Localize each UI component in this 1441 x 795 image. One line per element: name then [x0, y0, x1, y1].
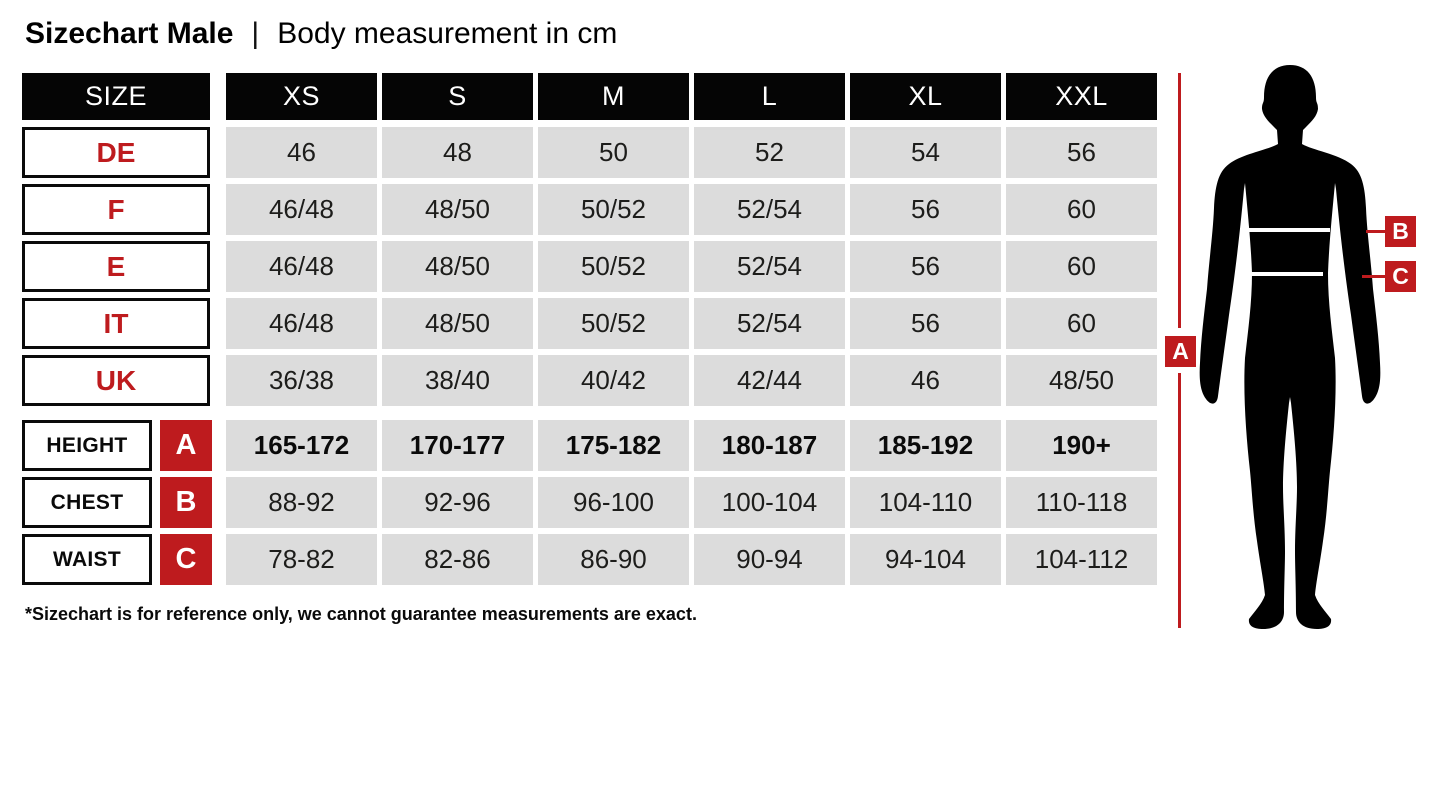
table-header-row	[22, 73, 1157, 120]
table-cell: 94-104	[850, 534, 1001, 585]
table-cell: 46/48	[226, 184, 377, 235]
marker-badge-c: C	[160, 534, 212, 585]
header-col-xxl: XXL	[1006, 73, 1157, 120]
table-row-waist	[22, 534, 1157, 585]
table-cell: 90-94	[694, 534, 845, 585]
table-cell: 110-118	[1006, 477, 1157, 528]
table-cell: 165-172	[226, 420, 377, 471]
table-cell: 185-192	[850, 420, 1001, 471]
row-label-e: E	[22, 241, 210, 292]
table-cell: 52	[694, 127, 845, 178]
waist-measure-line	[1245, 272, 1323, 276]
table-cell: 170-177	[382, 420, 533, 471]
table-cell: 52/54	[694, 184, 845, 235]
table-cell: 56	[850, 298, 1001, 349]
table-cell: 52/54	[694, 298, 845, 349]
figure-badge-c: C	[1385, 261, 1416, 292]
table-cell: 180-187	[694, 420, 845, 471]
table-cell: 48/50	[382, 184, 533, 235]
table-cell: 46	[850, 355, 1001, 406]
table-cell: 38/40	[382, 355, 533, 406]
table-cell: 56	[1006, 127, 1157, 178]
header-col-xs: XS	[226, 73, 377, 120]
figure-badge-a: A	[1165, 336, 1196, 367]
table-cell: 56	[850, 184, 1001, 235]
title-main: Sizechart Male	[25, 17, 234, 50]
table-cell: 48/50	[382, 298, 533, 349]
marker-badge-a: A	[160, 420, 212, 471]
table-cell: 48/50	[1006, 355, 1157, 406]
row-label-de: DE	[22, 127, 210, 178]
table-row-it	[22, 298, 1157, 349]
table-cell: 40/42	[538, 355, 689, 406]
table-cell: 60	[1006, 298, 1157, 349]
male-body-silhouette	[1190, 63, 1390, 633]
disclaimer-footnote: *Sizechart is for reference only, we cannot guarantee measurements are exact.	[25, 604, 697, 624]
table-cell: 96-100	[538, 477, 689, 528]
table-cell: 190+	[1006, 420, 1157, 471]
table-cell: 36/38	[226, 355, 377, 406]
table-cell: 92-96	[382, 477, 533, 528]
chest-measure-line	[1240, 228, 1330, 232]
marker-badge-b: B	[160, 477, 212, 528]
header-col-m: M	[538, 73, 689, 120]
table-cell: 78-82	[226, 534, 377, 585]
page-title	[25, 17, 617, 51]
row-label-f: F	[22, 184, 210, 235]
table-cell: 50/52	[538, 184, 689, 235]
title-separator: |	[251, 17, 260, 50]
table-cell: 42/44	[694, 355, 845, 406]
table-cell: 104-112	[1006, 534, 1157, 585]
height-marker-line-top	[1178, 73, 1181, 328]
table-cell: 46	[226, 127, 377, 178]
waist-marker-line	[1362, 275, 1385, 278]
table-cell: 50/52	[538, 241, 689, 292]
table-row-f	[22, 184, 1157, 235]
table-cell: 88-92	[226, 477, 377, 528]
header-col-xl: XL	[850, 73, 1001, 120]
table-row-chest	[22, 477, 1157, 528]
table-cell: 86-90	[538, 534, 689, 585]
row-label-height: HEIGHT	[22, 420, 152, 471]
table-cell: 48/50	[382, 241, 533, 292]
title-subtitle: Body measurement in cm	[277, 17, 618, 50]
table-cell: 60	[1006, 241, 1157, 292]
table-row-uk	[22, 355, 1157, 406]
table-cell: 46/48	[226, 241, 377, 292]
row-label-it: IT	[22, 298, 210, 349]
header-col-l: L	[694, 73, 845, 120]
header-size-label: SIZE	[22, 73, 210, 120]
table-cell: 104-110	[850, 477, 1001, 528]
row-label-chest: CHEST	[22, 477, 152, 528]
table-row-e	[22, 241, 1157, 292]
header-col-s: S	[382, 73, 533, 120]
table-cell: 48	[382, 127, 533, 178]
table-cell: 56	[850, 241, 1001, 292]
table-cell: 50/52	[538, 298, 689, 349]
table-cell: 100-104	[694, 477, 845, 528]
table-cell: 46/48	[226, 298, 377, 349]
table-row-de	[22, 127, 1157, 178]
row-label-waist: WAIST	[22, 534, 152, 585]
row-label-uk: UK	[22, 355, 210, 406]
table-cell: 82-86	[382, 534, 533, 585]
chest-marker-line	[1366, 230, 1385, 233]
table-cell: 175-182	[538, 420, 689, 471]
table-row-height	[22, 420, 1157, 471]
table-cell: 52/54	[694, 241, 845, 292]
table-cell: 60	[1006, 184, 1157, 235]
figure-badge-b: B	[1385, 216, 1416, 247]
size-table	[22, 73, 1157, 591]
height-marker-line-bottom	[1178, 373, 1181, 628]
table-cell: 54	[850, 127, 1001, 178]
table-cell: 50	[538, 127, 689, 178]
